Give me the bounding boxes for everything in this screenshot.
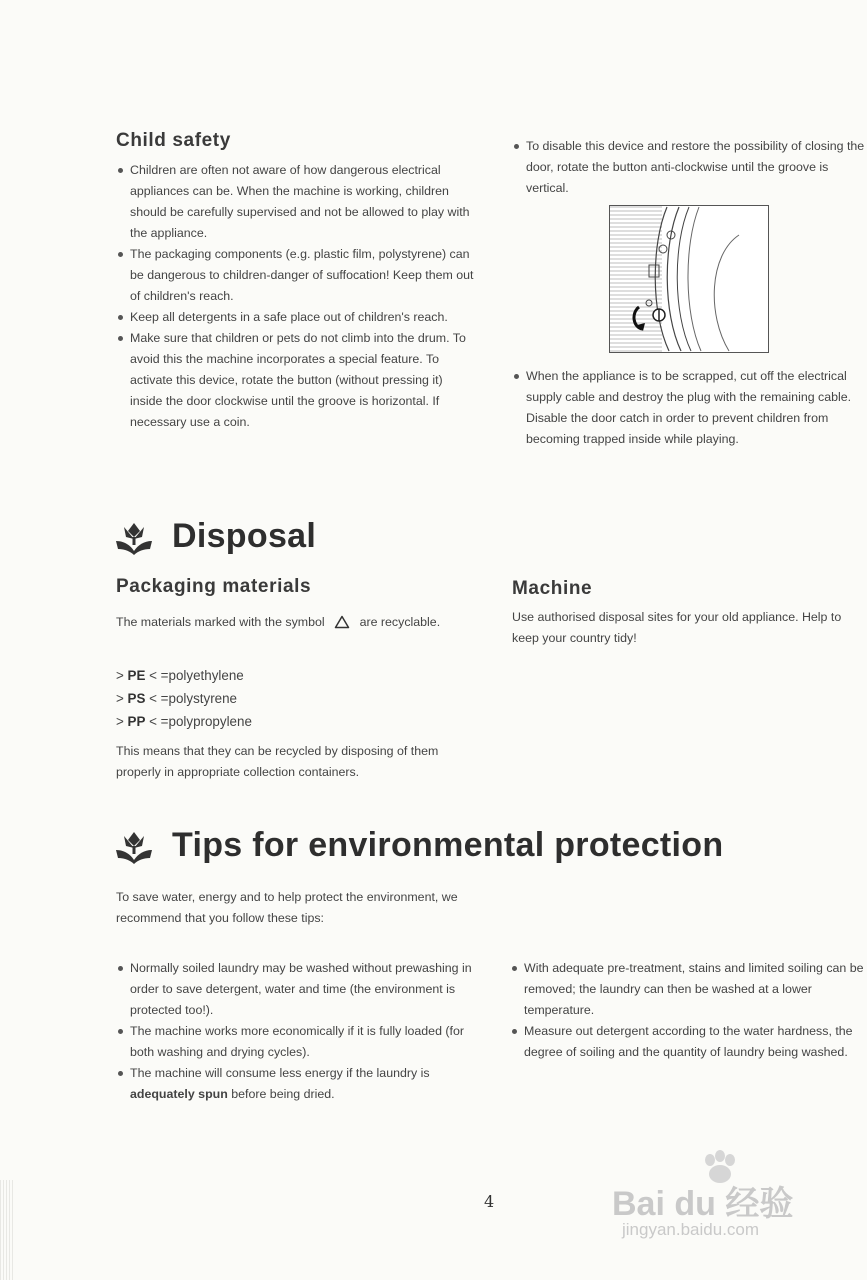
eco-plant-icon [114,828,154,864]
disposal-title-row [114,517,316,556]
list-item: Children are often not aware of how dangerous electrical appliances can be. When the machine is working, children should be carefully supervised and not be allowed to play with the appliance. [116,160,476,244]
child-safety-right-list-top [512,136,867,199]
materials-list [116,664,252,733]
child-safety-heading: Child safety [116,130,231,151]
child-safety-list [116,160,476,433]
list-item: With adequate pre-treatment, stains and limited soiling can be removed; the laundry can then be washed at a lower temperature. [510,958,867,1021]
list-item: Keep all detergents in a safe place out of children's reach. [116,307,476,328]
list-item: To disable this device and restore the possibility of closing the door, rotate the button anti-clockwise until the groove is vertical. [512,136,867,199]
tip-text: before being dried. [231,1087,335,1101]
tip-text: The machine will consume less energy if the laundry is [130,1066,430,1080]
tips-right-list [510,958,867,1063]
watermark-url: jingyan.baidu.com [622,1220,760,1239]
material-name: polypropylene [168,714,252,729]
material-item: > PS < =polystyrene [116,691,237,706]
list-item: The machine works more economically if it is fully loaded (for both washing and drying cycles). [116,1021,476,1063]
list-item [116,1063,476,1105]
tips-title-row [114,826,723,865]
machine-text: Use authorised disposal sites for your old appliance. Help to keep your country tidy! [512,610,842,645]
door-lock-illustration [609,205,769,353]
tips-intro: To save water, energy and to help protect the environment, we recommend that you follow these tips: [116,890,458,925]
tips-title: Tips for environmental protection [172,826,724,864]
tip-bold-text: adequately spun [130,1087,228,1101]
packaging-heading: Packaging materials [116,576,312,597]
child-safety-right-list-bottom [512,366,867,450]
material-code: PE [127,668,146,683]
packaging-intro [116,612,476,633]
list-item: The packaging components (e.g. plastic film, polystyrene) can be dangerous to children-danger of suffocation! Keep them out of children's reach. [116,244,476,307]
tips-left-list [116,958,476,1105]
disposal-title: Disposal [172,517,317,555]
material-name: polyethylene [168,668,244,683]
list-item: Make sure that children or pets do not climb into the drum. To avoid this the machine incorporates a special feature. To activate this device, rotate the button (without pressing it) inside the door clockwise until the groove is horizontal. If necessary use a coin. [116,328,476,433]
packaging-note: This means that they can be recycled by disposing of them properly in appropriate collection containers. [116,744,439,779]
material-item: > PP < =polypropylene [116,714,252,729]
material-item: > PE < =polyethylene [116,668,244,683]
baidu-watermark [612,1150,852,1250]
intro-text: The materials marked with the symbol [116,615,325,629]
intro-text: are recyclable. [359,615,441,629]
list-item: Measure out detergent according to the water hardness, the degree of soiling and the quantity of laundry being washed. [510,1021,867,1063]
watermark-brand: Bai du 经验 [612,1185,794,1223]
recycle-triangle-icon [334,615,350,629]
material-code: PS [127,691,146,706]
list-item: When the appliance is to be scrapped, cut off the electrical supply cable and destroy the plug with the remaining cable. Disable the door catch in order to prevent children from becoming trapped inside while playing. [512,366,867,450]
material-name: polystyrene [168,691,237,706]
page-number: 4 [484,1192,495,1211]
machine-heading: Machine [512,578,593,599]
scan-edge [0,1180,14,1280]
material-code: PP [127,714,146,729]
eco-plant-icon [114,519,154,555]
list-item: Normally soiled laundry may be washed without prewashing in order to save detergent, water and time (the environment is protected too!). [116,958,476,1021]
